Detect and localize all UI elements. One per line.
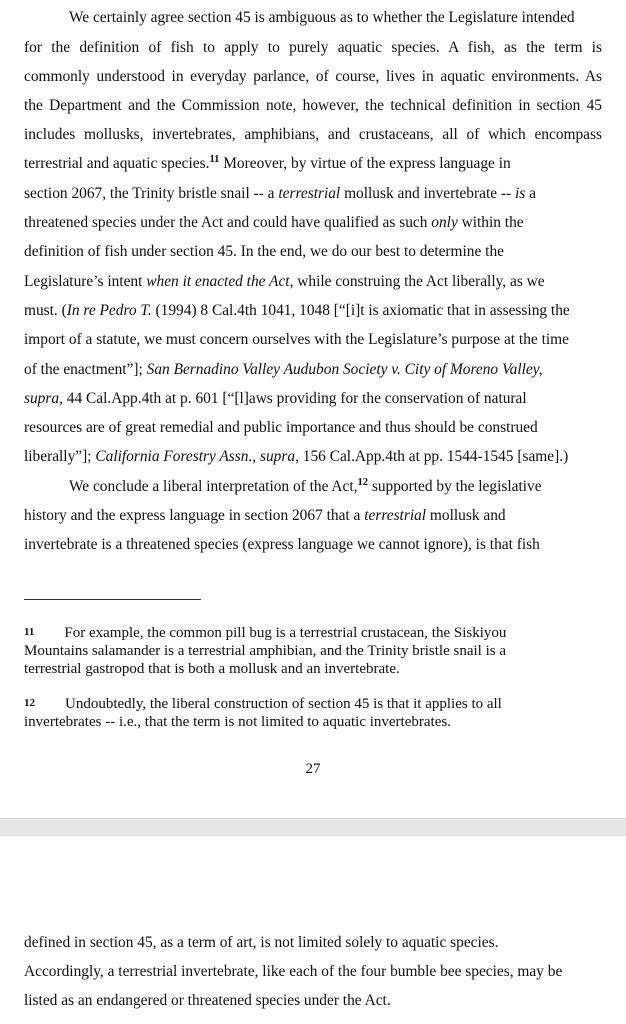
case-citation: California Forestry Assn., supra: [95, 448, 296, 465]
footnote-11: [24, 623, 602, 678]
body-text-line: invertebrate is a threatened species (express language we cannot ignore), is that fish: [24, 536, 540, 553]
case-citation: In re Pedro T.: [66, 302, 152, 319]
text-run: of the enactment”];: [24, 361, 147, 378]
body-text-line: [24, 360, 543, 380]
text-run: supported by the legislative: [368, 478, 542, 495]
body-text-line: for the definition of fish to apply to purely aquatic species. A fish, as the term is: [24, 39, 602, 56]
text-run: (1994) 8 Cal.4th 1041, 1048 [“[i]t is axiomatic that in assessing the: [151, 302, 570, 319]
body-text-line: [24, 506, 506, 526]
footnote-ref-11: 11: [209, 154, 220, 165]
italic-run: terrestrial: [278, 185, 341, 202]
body-text-line: includes mollusks, invertebrates, amphibians, and crustaceans, all of which encompass: [24, 126, 602, 143]
text-run: Undoubtedly, the liberal construction of section 45 is that it applies to all: [65, 696, 502, 712]
footnote-number: 11: [24, 626, 35, 638]
text-run: must. (: [24, 302, 67, 319]
body-text-line: [24, 389, 527, 409]
italic-run: terrestrial: [364, 507, 427, 524]
footnote-line: [24, 623, 602, 642]
text-run: mollusk and: [426, 507, 506, 524]
footnote-line: invertebrates -- i.e., that the term is not limited to aquatic invertebrates.: [24, 714, 451, 730]
italic-run: supra: [24, 390, 60, 407]
text-run: history and the express language in section 2067 that a: [24, 507, 365, 524]
italic-run: when it enacted the Act: [146, 273, 290, 290]
body-text-line: [24, 301, 570, 321]
body-text-line: [24, 272, 545, 292]
italic-run: is: [515, 185, 526, 202]
body-text-line: import of a statute, we must concern ourselves with the Legislature’s purpose at the time: [24, 331, 569, 348]
text-run: section 2067, the Trinity bristle snail -- a: [24, 185, 279, 202]
footnote-divider: [24, 599, 201, 600]
text-run: mollusk and invertebrate --: [340, 185, 516, 202]
body-text-line: definition of fish under section 45. In the end, we do our best to determine the: [24, 243, 504, 260]
footnote-line: terrestrial gastropod that is both a mollusk and an invertebrate.: [24, 661, 400, 677]
document-page-28: [0, 836, 626, 1024]
footnote-12: [24, 694, 602, 731]
text-run: , while construing the Act liberally, as we: [289, 273, 545, 290]
footnote-ref-12: 12: [357, 477, 368, 488]
body-text-line: the Department and the Commission note, however, the technical definition in section 45: [24, 97, 602, 114]
body-text-line: [69, 477, 542, 497]
text-run: liberally”];: [24, 448, 96, 465]
text-run: , 44 Cal.App.4th at p. 601 [“[l]aws providing for the conservation of natural: [59, 390, 527, 407]
body-text-line: Accordingly, a terrestrial invertebrate, like each of the four bumble bee species, may be: [24, 963, 563, 980]
body-text-line: [24, 213, 524, 233]
body-text-line: listed as an endangered or threatened species under the Act.: [24, 992, 391, 1009]
text-run: For example, the common pill bug is a terrestrial crustacean, the Siskiyou: [64, 625, 507, 641]
footnote-number: 12: [24, 697, 35, 709]
text-run: Legislature’s intent: [24, 273, 147, 290]
text-run: terrestrial and aquatic species.: [24, 155, 210, 172]
body-text-line: commonly understood in everyday parlance, of course, lives in aquatic environments. As: [24, 68, 602, 85]
body-text-line: [24, 447, 568, 467]
text-run: threatened species under the Act and could have qualified as such: [24, 214, 432, 231]
body-text-line: [24, 154, 511, 174]
text-run: Moreover, by virtue of the express language in: [219, 155, 511, 172]
footnote-line: Mountains salamander is a terrestrial amphibian, and the Trinity bristle snail is a: [24, 643, 506, 659]
footnote-line: [24, 694, 602, 713]
text-run: We conclude a liberal interpretation of the Act,: [69, 478, 358, 495]
text-run: a: [525, 185, 536, 202]
body-text-line: defined in section 45, as a term of art, is not limited solely to aquatic species.: [24, 934, 499, 951]
body-text-line: resources are of great remedial and public importance and thus should be construed: [24, 419, 538, 436]
text-run: within the: [457, 214, 524, 231]
body-text-line: [24, 184, 536, 204]
page-separator: [0, 818, 626, 836]
text-run: , 156 Cal.App.4th at pp. 1544-1545 [same].): [295, 448, 569, 465]
italic-run: only: [431, 214, 458, 231]
body-text-line: We certainly agree section 45 is ambiguous as to whether the Legislature intended: [69, 9, 575, 26]
page-number: 27: [305, 761, 321, 777]
case-citation: San Bernadino Valley Audubon Society v. City of Moreno Valley,: [146, 361, 543, 378]
